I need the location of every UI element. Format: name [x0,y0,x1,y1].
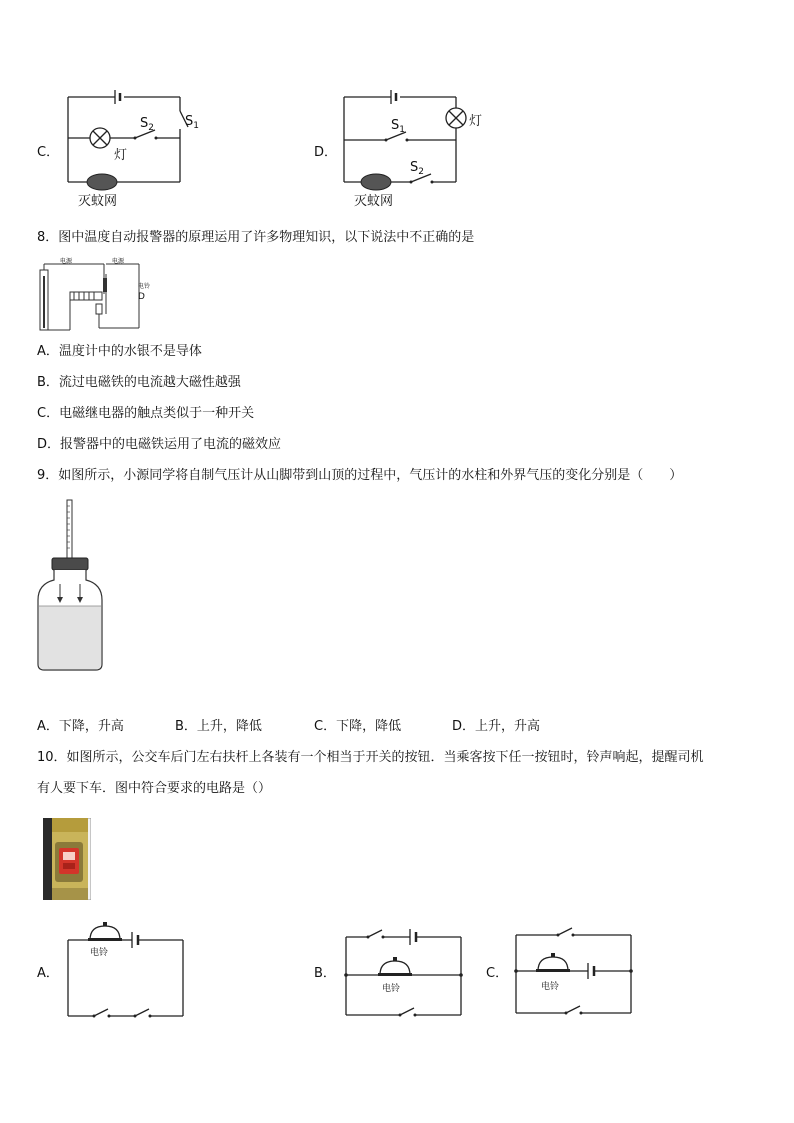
q8-stem: 8．图中温度自动报警器的原理运用了许多物理知识，以下说法中不正确的是 [37,230,475,245]
s1-label-d: $S_1$ [391,118,405,135]
lamp-label: 灯 [114,148,128,163]
svg-text:电铃: 电铃 [138,283,151,290]
svg-text:电铃: 电铃 [382,984,401,994]
s2-label-d: $S_2$ [410,160,424,177]
alarm-figure [34,256,164,336]
circuit-diagram-d [336,85,496,215]
q8-option-a: A．温度计中的水银不是导体 [37,344,202,359]
q10-option-b-label: B． [314,966,336,981]
svg-text:电源: 电源 [112,258,125,265]
q10-option-a-label: A． [37,966,59,981]
option-d-label: D． [314,145,338,160]
s1-label: $S_1$ [185,114,199,131]
svg-text:电铃: 电铃 [90,948,109,958]
net-label: 灭蚊网 [78,194,118,209]
q10-stem-line1: 10．如图所示，公交车后门左右扶杆上各装有一个相当于开关的按钮．当乘客按下任一按钮时，铃声响起，提醒司机 [37,750,704,765]
circuit-diagram-c [60,85,200,215]
bus-button-photo [43,818,91,900]
q9-option-a: A．下降，升高 [37,719,124,734]
lamp-label-d: 灯 [469,114,483,129]
q9-option-c: C．下降，降低 [314,719,402,734]
q8-option-c: C．电磁继电器的触点类似于一种开关 [37,406,255,421]
s2-label: $S_2$ [140,116,154,133]
net-label-d: 灭蚊网 [354,194,394,209]
barometer-bottle-figure [34,496,106,674]
q9-option-d: D．上升，升高 [452,719,541,734]
q9-option-b: B．上升，降低 [175,719,262,734]
q9-stem: 9．如图所示，小源同学将自制气压计从山脚带到山顶的过程中，气压计的水柱和外界气压的变化分别是（ ） [37,468,683,483]
q10-stem-line2: 有人要下车．图中符合要求的电路是（） [37,781,272,796]
q8-option-d: D．报警器中的电磁铁运用了电流的磁效应 [37,437,282,452]
svg-text:D: D [138,292,145,302]
svg-text:电铃: 电铃 [541,982,560,992]
bell-circuit-b [338,925,468,1021]
svg-text:电源: 电源 [60,258,73,265]
q10-option-c-label: C． [486,966,509,981]
option-c-label: C． [37,145,60,160]
bell-circuit-a [60,918,190,1022]
q8-option-b: B．流过电磁铁的电流越大磁性越强 [37,375,241,390]
bell-circuit-c [508,925,638,1021]
